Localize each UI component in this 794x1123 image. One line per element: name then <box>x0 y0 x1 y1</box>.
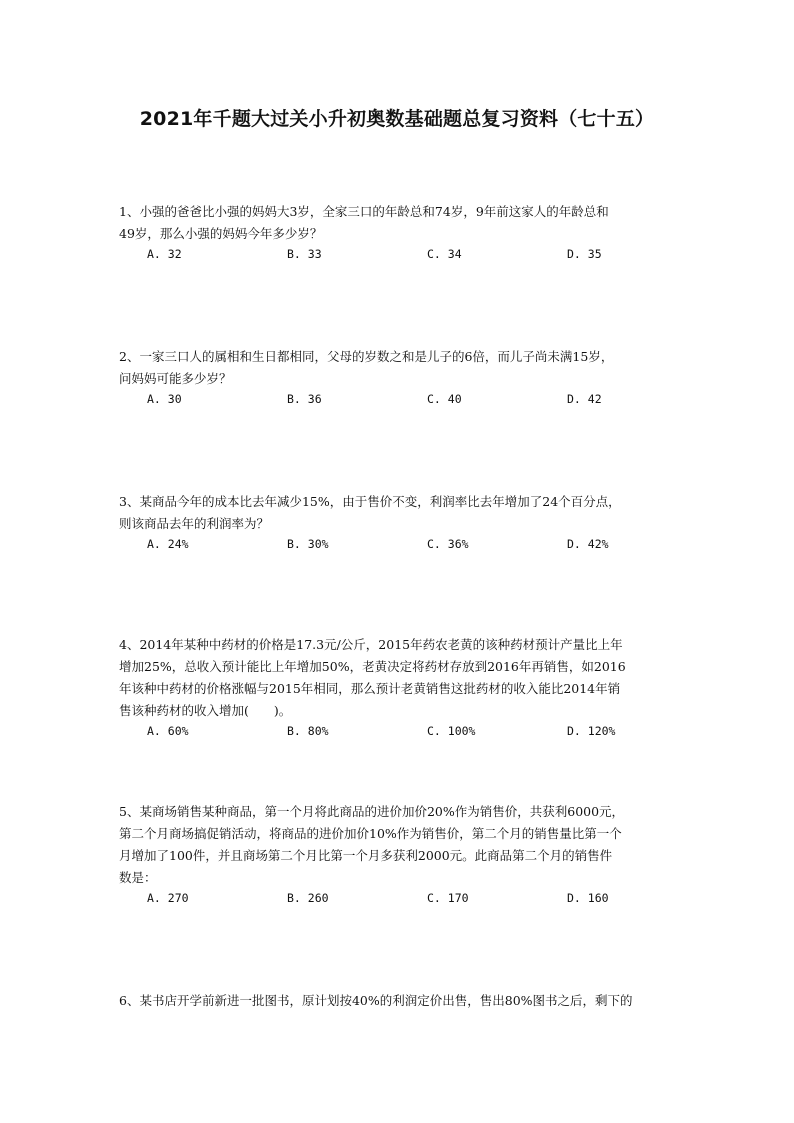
option-b: B. 33 <box>287 247 322 261</box>
option-c: C. 40 <box>427 392 462 406</box>
question-1 <box>119 201 679 265</box>
option-a: A. 270 <box>147 891 189 905</box>
option-c: C. 36% <box>427 537 469 551</box>
option-d: D. 160 <box>567 891 609 905</box>
option-d: D. 42 <box>567 392 602 406</box>
option-a: A. 24% <box>147 537 189 551</box>
option-b: B. 80% <box>287 724 329 738</box>
question-5-text <box>119 801 679 889</box>
question-3 <box>119 491 679 555</box>
question-6-text <box>119 990 679 1012</box>
question-3-text <box>119 491 679 535</box>
option-b: B. 260 <box>287 891 329 905</box>
option-c: C. 34 <box>427 247 462 261</box>
question-text-line: 3、某商品今年的成本比去年减少15%，由于售价不变，利润率比去年增加了24个百分点， <box>119 494 621 509</box>
question-1-options <box>119 245 679 265</box>
question-text-line: 5、某商场销售某种商品，第一个月将此商品的进价加价20%作为销售价，共获利6000元， <box>119 804 625 819</box>
question-4 <box>119 634 679 742</box>
option-d: D. 35 <box>567 247 602 261</box>
question-text-line: 第二个月商场搞促销活动，将商品的进价加价10%作为销售价，第二个月的销售量比第一个 <box>119 826 622 841</box>
question-text-line: 月增加了100件，并且商场第二个月比第一个月多获利2000元。此商品第二个月的销售件 <box>119 848 613 863</box>
question-text-line: 1、小强的爸爸比小强的妈妈大3岁，全家三口的年龄总和74岁，9年前这家人的年龄总和 <box>119 204 609 219</box>
option-a: A. 30 <box>147 392 182 406</box>
question-text-line: 6、某书店开学前新进一批图书，原计划按40%的利润定价出售，售出80%图书之后，剩下的 <box>119 993 633 1008</box>
question-text-line: 4、2014年某种中药材的价格是17.3元/公斤，2015年药农老黄的该种药材预计产量比上年 <box>119 637 623 652</box>
question-4-text <box>119 634 679 722</box>
question-text-line: 数是： <box>119 870 157 885</box>
question-text-line: 增加25%，总收入预计能比上年增加50%，老黄决定将药材存放到2016年再销售，如2016 <box>119 659 626 674</box>
question-2-options <box>119 390 679 410</box>
question-text-line: 年该种中药材的价格涨幅与2015年相同，那么预计老黄销售这批药材的收入能比2014年销 <box>119 681 621 696</box>
page-title: 2021年千题大过关小升初奥数基础题总复习资料（七十五） <box>139 108 655 130</box>
question-text-line: 售该种药材的收入增加( )。 <box>119 703 292 718</box>
question-text-line: 2、一家三口人的属相和生日都相同，父母的岁数之和是儿子的6倍，而儿子尚未满15岁， <box>119 349 614 364</box>
question-5-options <box>119 889 679 909</box>
question-6 <box>119 990 679 1012</box>
option-c: C. 170 <box>427 891 469 905</box>
question-1-text <box>119 201 679 245</box>
question-text-line: 则该商品去年的利润率为？ <box>119 516 270 531</box>
option-a: A. 32 <box>147 247 182 261</box>
question-2-text <box>119 346 679 390</box>
question-4-options <box>119 722 679 742</box>
option-c: C. 100% <box>427 724 476 738</box>
question-3-options <box>119 535 679 555</box>
option-a: A. 60% <box>147 724 189 738</box>
question-5 <box>119 801 679 909</box>
option-b: B. 30% <box>287 537 329 551</box>
question-2 <box>119 346 679 410</box>
question-text-line: 49岁，那么小强的妈妈今年多少岁？ <box>119 226 323 241</box>
option-b: B. 36 <box>287 392 322 406</box>
option-d: D. 42% <box>567 537 609 551</box>
question-text-line: 问妈妈可能多少岁？ <box>119 371 232 386</box>
option-d: D. 120% <box>567 724 616 738</box>
